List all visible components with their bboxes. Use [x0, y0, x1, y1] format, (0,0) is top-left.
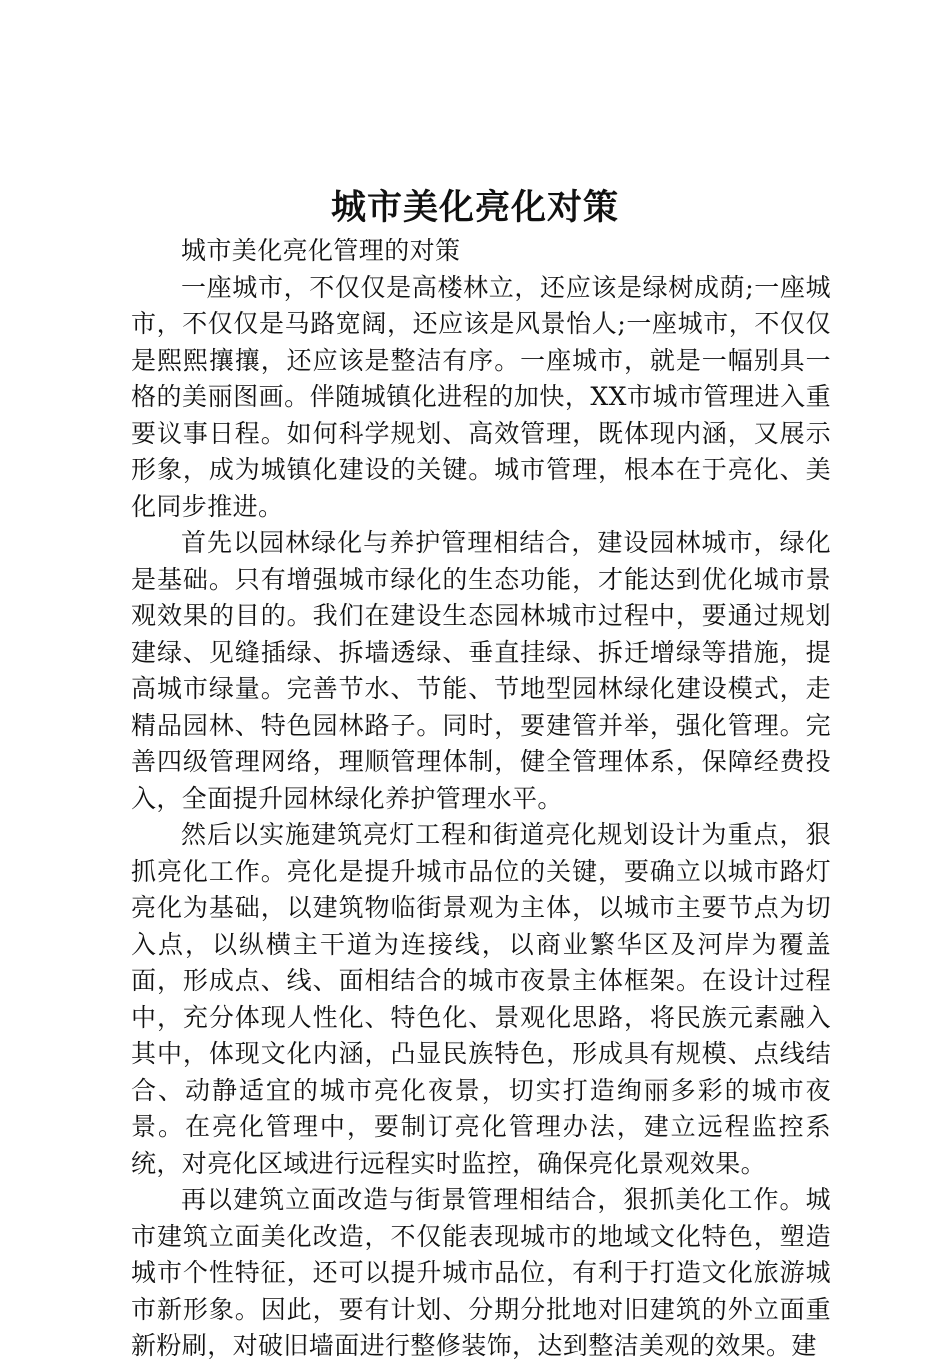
document-title: 城市美化亮化对策	[330, 187, 619, 228]
paragraph-subtitle: 城市美化亮化管理的对策	[181, 236, 461, 265]
paragraph-lighting: 然后以实施建筑亮灯工程和街道亮化规划设计为重点，狠抓亮化工作。亮化是提升城市品位的关键，要确立以城市路灯亮化为基础，以建筑物临街景观为主体，以城市主要节点为切入点，以纵横主干道为连接线，以商业繁华区及河岸为覆盖面，形成点、线、面相结合的城市夜景主体框架。在设计过程中，充分体现人性化、特色化、景观化思路，将民族元素融入其中，体现文化内涵，凸显民族特色，形成具有规模、点线结合、动静适宜的城市亮化夜景，切实打造绚丽多彩的城市夜景。在亮化管理中，要制订亮化管理办法，建立远程监控系统，对亮化区域进行远程实时监控，确保亮化景观效果。	[131, 820, 831, 1178]
paragraph-intro: 一座城市，不仅仅是高楼林立，还应该是绿树成荫;一座城市，不仅仅是马路宽阔，还应该是风景怡人;一座城市，不仅仅是熙熙攘攘，还应该是整洁有序。一座城市，就是一幅别具一格的美丽图画。伴随城镇化进程的加快，XX市城市管理进入重要议事日程。如何科学规划、高效管理，既体现内涵，又展示形象，成为城镇化建设的关键。城市管理，根本在于亮化、美化同步推进。	[131, 272, 831, 521]
document-body	[131, 233, 831, 1365]
paragraph-beautification: 再以建筑立面改造与街景管理相结合，狠抓美化工作。城市建筑立面美化改造，不仅能表现城市的地域文化特色，塑造城市个性特征，还可以提升城市品位，有利于打造文化旅游城市新形象。因此，要有计划、分期分批地对旧建筑的外立面重新粉刷，对破旧墙面进行整修装饰，达到整洁美观的效果。建	[131, 1185, 831, 1360]
paragraph-greening: 首先以园林绿化与养护管理相结合，建设园林城市，绿化是基础。只有增强城市绿化的生态功能，才能达到优化城市景观效果的目的。我们在建设生态园林城市过程中，要通过规划建绿、见缝插绿、拆墙透绿、垂直挂绿、拆迁增绿等措施，提高城市绿量。完善节水、节能、节地型园林绿化建设模式，走精品园林、特色园林路子。同时，要建管并举，强化管理。完善四级管理网络，理顺管理体制，健全管理体系，保障经费投入，全面提升园林绿化养护管理水平。	[131, 528, 831, 813]
